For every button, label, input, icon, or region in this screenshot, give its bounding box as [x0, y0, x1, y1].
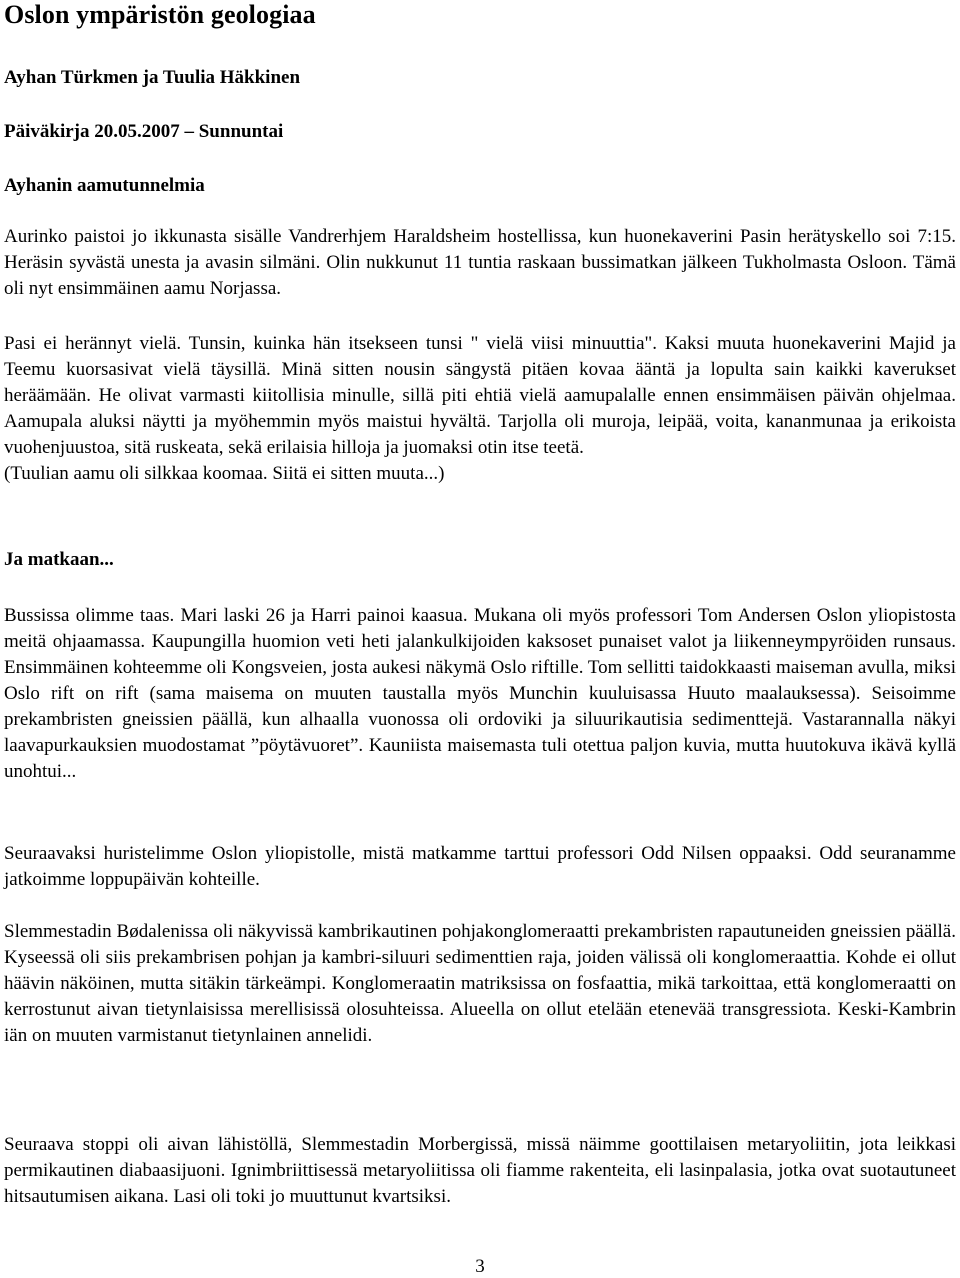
paragraph-text: Slemmestadin Bødalenissa oli näkyvissä kambrikautinen pohjakonglomeraatti prekambristen rapautuneiden gneissien päällä. Kyseessä oli siis prekambrisen pohjan ja kambri-siluuri sedimenttien raja, joiden välissä oli konglomeraattia. Kohde ei ollut häävin näköinen, mutta sitäkin tärkeämpi. Konglomeraatin matriksissa on fosfaattia, mikä tarkoittaa, että konglomeraatti on kerrostunut aivan tietynlaisissa merellisissä olosuhteissa. Alueella on ollut etelään etenevää transgressiota. Keski-Kambrin iän on muuten varmistanut tietynlainen annelidi.	[4, 921, 956, 1046]
paragraph-text: Aurinko paistoi jo ikkunasta sisälle Vandrerhjem Haraldsheim hostellissa, kun huonekaverini Pasin herätyskello soi 7:15. Heräsin syvästä unesta ja avasin silmäni. Olin nukkunut 11 tuntia raskaan bussimatkan jälkeen Tukholmasta Osloon. Tämä oli nyt ensimmäinen aamu Norjassa.	[4, 226, 956, 299]
paragraph-note: (Tuulian aamu oli silkkaa koomaa. Siitä ei sitten muuta...)	[4, 463, 445, 484]
section-heading-morning: Ayhanin aamutunnelmia	[4, 175, 205, 196]
paragraph-text: Pasi ei herännyt vielä. Tunsin, kuinka hän itsekseen tunsi " vielä viisi minuuttia". Kaksi muuta huonekaverini Majid ja Teemu kuorsasivat vielä täysillä. Minä sitten nousin sängystä pitäen kovaa ääntä ja lopulta sain kaikki kaverukset heräämään. He olivat varmasti kiitollisia minulle, sillä piti ehtiä vielä aamupalalle ennen ensimmäisen päivän ohjelmaa. Aamupala aluksi näytti ja myöhemmin myös maistui hyvältä. Tarjolla oli muroja, leipää, voita, kananmunaa ja erikoista vuohenjuustoa, sitä ruskeata, sekä erilaisia hilloja ja juomaksi otin itse teetä.	[4, 333, 956, 458]
paragraph-bus-trip	[4, 603, 956, 785]
paragraph-hostel-morning	[4, 224, 956, 302]
page-number: 3	[475, 1256, 485, 1277]
document-title: Oslon ympäristön geologiaa	[4, 0, 316, 29]
authors-line: Ayhan Türkmen ja Tuulia Häkkinen	[4, 67, 301, 88]
paragraph-text: Seuraava stoppi oli aivan lähistöllä, Slemmestadin Morbergissä, missä näimme goottilaisen metaryoliitin, jota leikkasi permikautinen diabaasijuoni. Ignimbriittisessä metaryoliitissa oli fiamme rakenteita, eli lasinpalasia, jotka ovat suotautuneet hitsautumisen aikana. Lasi oli toki jo muuttunut kvartsiksi.	[4, 1134, 956, 1207]
section-heading-departure: Ja matkaan...	[4, 549, 114, 570]
paragraph-university	[4, 841, 956, 893]
paragraph-text: Seuraavaksi huristelimme Oslon yliopistolle, mistä matkamme tarttui professori Odd Nilsen oppaaksi. Odd seuranamme jatkoimme loppupäivän kohteille.	[4, 843, 956, 890]
document-page	[4, 0, 956, 1277]
paragraph-morberg	[4, 1132, 956, 1210]
paragraph-text: Bussissa olimme taas. Mari laski 26 ja Harri painoi kaasua. Mukana oli myös professori Tom Andersen Oslon yliopistosta meitä ohjaamassa. Kaupungilla huomion veti heti jalankulkijoiden kaksoset punaiset valot ja liikenneympyröiden runsaus. Ensimmäinen kohteemme oli Kongsveien, josta aukesi näkymä Oslo riftille. Tom sellitti taidokkaasti maiseman avulla, miksi Oslo rift on rift (sama maisema on muuten taustalla myös Munchin kuuluisassa Huuto maalauksessa). Seisoimme prekambristen gneissien päällä, kun alhaalla vuonossa oli ordoviki ja siluurikautisia sedimenttejä. Vastarannalla näkyi laavapurkauksien muodostamat ”pöytävuoret”. Kauniista maisemasta tuli otettua paljon kuvia, mutta huutokuva ikävä kyllä unohtui...	[4, 605, 956, 782]
paragraph-roommates	[4, 331, 956, 487]
diary-date-heading: Päiväkirja 20.05.2007 – Sunnuntai	[4, 121, 284, 142]
paragraph-bodalen	[4, 919, 956, 1049]
